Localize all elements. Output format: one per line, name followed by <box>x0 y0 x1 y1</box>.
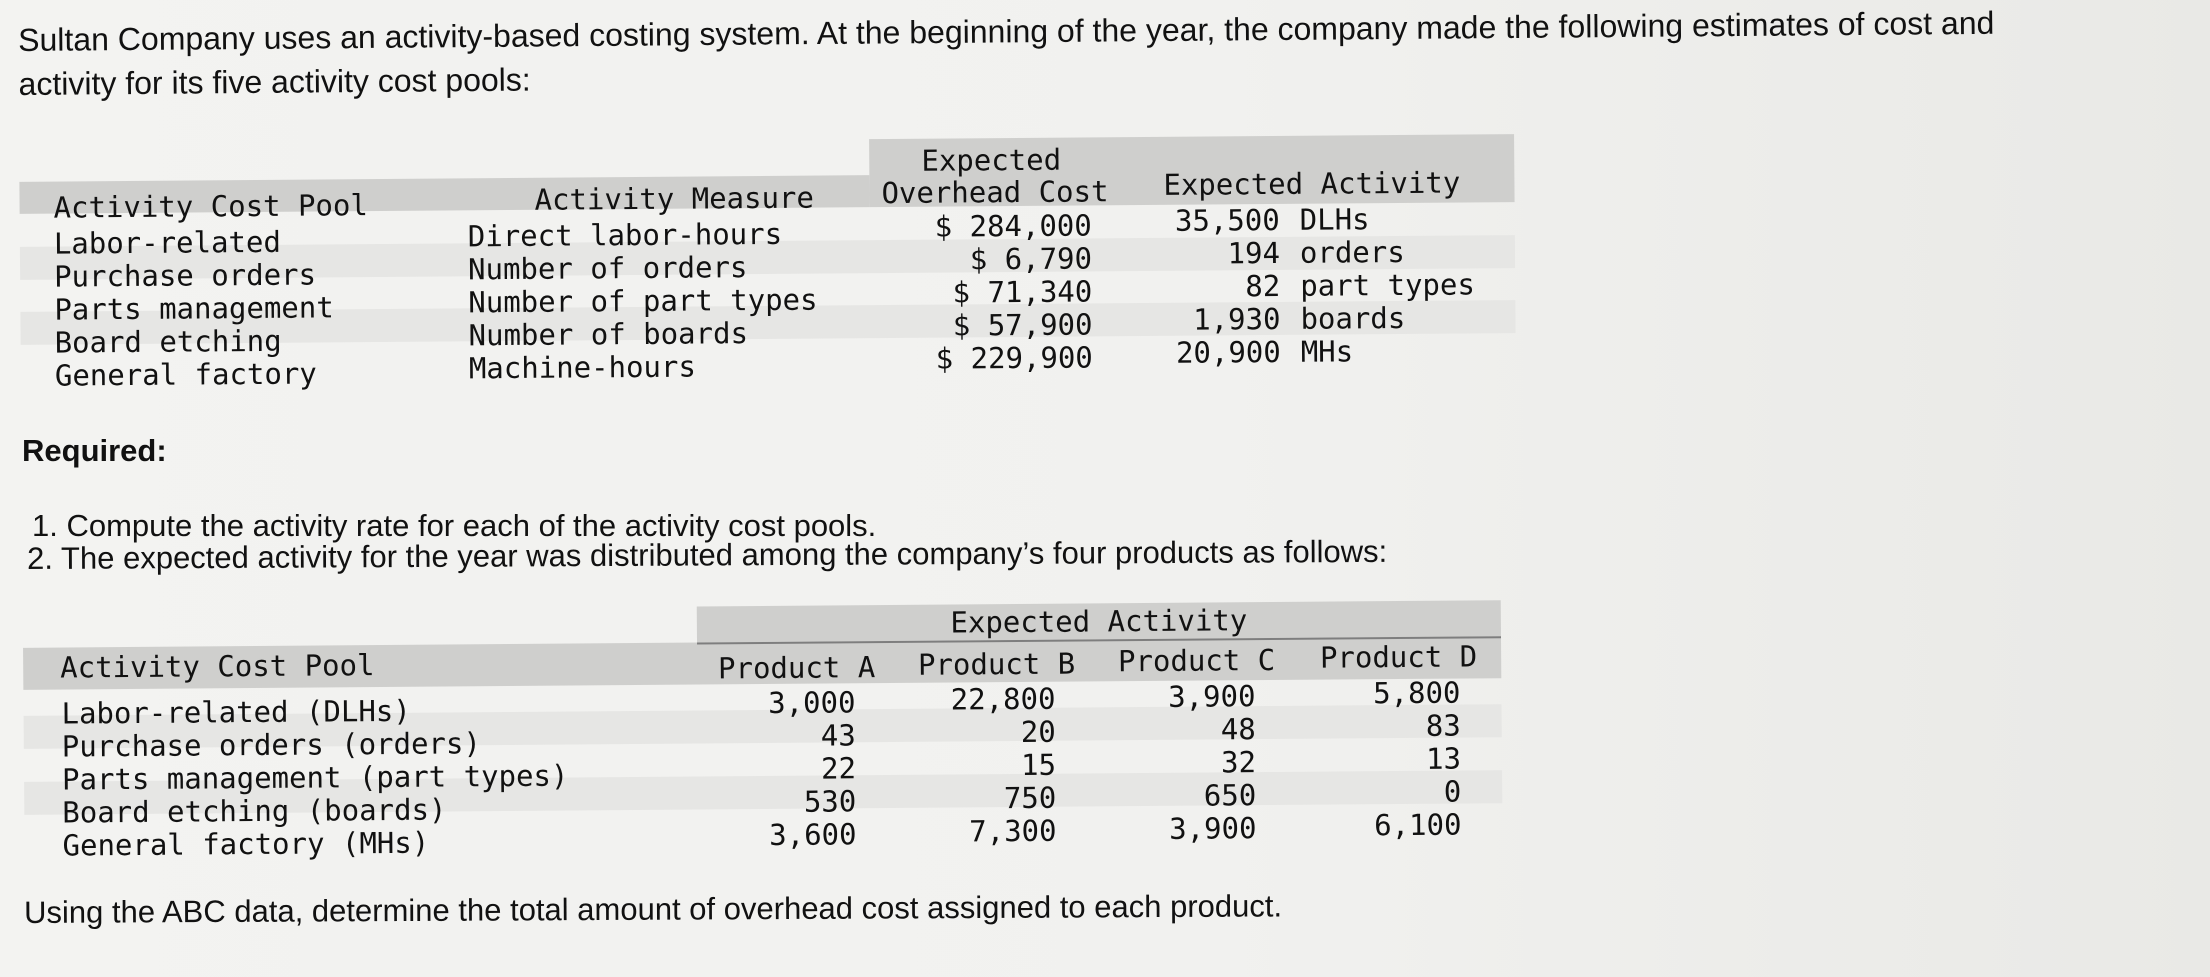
table2-value-b: 7,300 <box>969 813 1057 849</box>
table2-value-b: 22,800 <box>950 681 1056 717</box>
table1-qty: 194 <box>1227 235 1281 271</box>
table1-cost: $ 71,340 <box>952 274 1093 310</box>
table2-header-product-c: Product C <box>1117 643 1276 679</box>
table1-measure: Number of part types <box>468 282 818 320</box>
intro-paragraph: Sultan Company uses an activity-based costing system. At the beginning of the year, the company made the following estimates of cost and activity for its five activity cost pools: <box>18 4 1995 102</box>
table2-value-a: 22 <box>820 751 857 786</box>
table1-cost: $ 229,900 <box>935 340 1093 376</box>
table1-qty: 35,500 <box>1174 202 1280 238</box>
table1-unit: orders <box>1299 234 1405 270</box>
table1-measure: Direct labor-hours <box>467 216 783 254</box>
table1-header-measure: Activity Measure <box>534 180 815 217</box>
table2-value-c: 48 <box>1220 712 1256 747</box>
table2-header-pool: Activity Cost Pool <box>60 648 375 685</box>
table2-pool: Labor-related (DLHs) <box>61 693 411 731</box>
table2-header-product-d: Product D <box>1319 639 1478 675</box>
table2-pool: Parts management (part types) <box>61 758 569 797</box>
table1-qty: 20,900 <box>1175 334 1281 370</box>
table2-pool: General factory (MHs) <box>62 825 430 863</box>
table1-cost: $ 284,000 <box>934 208 1092 244</box>
required-heading: Required: <box>22 433 167 468</box>
table2-value-b: 20 <box>1020 714 1056 750</box>
table1-pool: Labor-related <box>53 224 281 261</box>
table1-pool: General factory <box>54 356 317 393</box>
table2-value-a: 3,000 <box>768 685 856 720</box>
table2-value-a: 43 <box>820 718 856 753</box>
table2-header-product-a: Product A <box>717 650 876 686</box>
table2-value-c: 3,900 <box>1169 811 1257 846</box>
table2-group-header: Expected Activity <box>950 603 1248 640</box>
table2-value-b: 750 <box>1003 780 1057 816</box>
table1-pool: Parts management <box>54 290 334 327</box>
table1-header-cost-line1: Expected <box>921 142 1062 178</box>
table1-measure: Number of orders <box>467 250 748 287</box>
table2-value-a: 530 <box>803 784 857 819</box>
table2-value-a: 3,600 <box>769 817 857 852</box>
table1-measure: Machine-hours <box>468 349 696 386</box>
table2-pool: Purchase orders (orders) <box>61 726 481 764</box>
question-1: 1. Compute the activity rate for each of the activity cost pools. <box>32 508 877 543</box>
table2-value-d: 83 <box>1425 708 1461 743</box>
table2-value-c: 32 <box>1220 745 1257 780</box>
table1-unit: boards <box>1300 300 1406 336</box>
table1-header-cost-line2: Overhead Cost <box>881 174 1109 211</box>
table1-qty: 82 <box>1245 268 1281 304</box>
table2-pool: Board etching (boards) <box>62 792 447 830</box>
table2-header-product-b: Product B <box>917 646 1076 682</box>
final-question: Using the ABC data, determine the total amount of overhead cost assigned to each product. <box>24 888 1283 930</box>
question-2: 2. The expected activity for the year was distributed among the company’s four products as follows: <box>27 533 1388 576</box>
table2-value-b: 15 <box>1020 747 1057 783</box>
table1-header-pool: Activity Cost Pool <box>53 188 368 225</box>
table2-value-d: 13 <box>1425 741 1462 776</box>
table2-value-d: 0 <box>1443 774 1462 809</box>
table2-value-d: 6,100 <box>1374 807 1462 843</box>
table1-cost: $ 6,790 <box>969 241 1093 277</box>
table1-unit: DLHs <box>1299 202 1370 237</box>
table1-header-activity: Expected Activity <box>1163 165 1461 202</box>
table2-value-c: 3,900 <box>1168 679 1256 714</box>
table1-unit: part types <box>1300 267 1475 303</box>
table2-value-d: 5,800 <box>1372 675 1461 711</box>
table1-cost: $ 57,900 <box>952 307 1093 343</box>
table1-measure: Number of boards <box>468 316 749 353</box>
table1-unit: MHs <box>1300 334 1354 369</box>
table2-value-c: 650 <box>1203 778 1257 813</box>
table1-qty: 1,930 <box>1193 301 1281 337</box>
table1-pool: Purchase orders <box>53 257 317 294</box>
table1-pool: Board etching <box>54 323 282 360</box>
